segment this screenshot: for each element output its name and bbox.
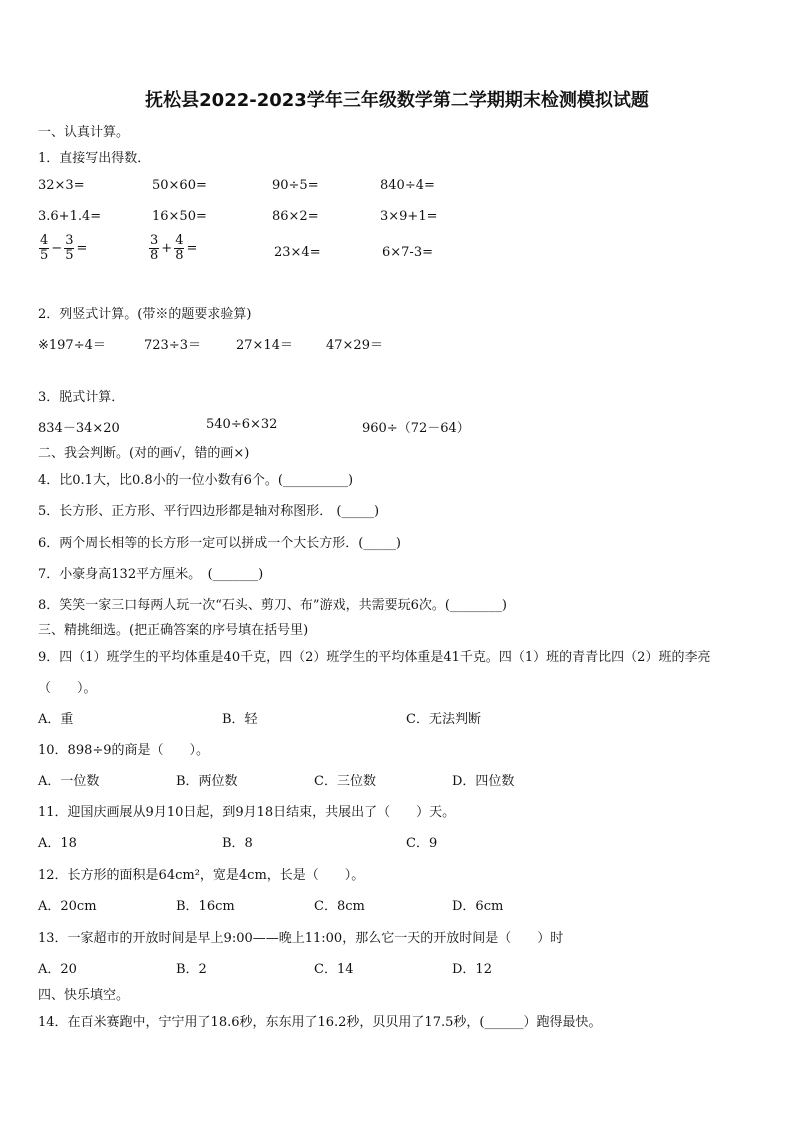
- calc-item: 50×60=: [152, 178, 207, 193]
- calc-item: 23×4=: [274, 245, 321, 260]
- question-4: 4．比0.1大，比0.8小的一位小数有6个。(__________): [38, 473, 354, 488]
- calc-item: 3.6+1.4=: [38, 209, 102, 224]
- question-9-line-2: （ ）。: [38, 681, 97, 696]
- option-c: C．8cm: [314, 899, 365, 914]
- option-d: D．6cm: [452, 899, 504, 914]
- fraction: $\frac{3}{8}$: [150, 233, 159, 263]
- vertical-calc-item: ※197÷4＝: [38, 338, 106, 353]
- question-7: 7．小豪身高132平方厘米。 (_______): [38, 567, 264, 582]
- question-11: 11．迎国庆画展从9月10日起，到9月18日结束，共展出了（ ）天。: [38, 805, 456, 820]
- question-9-line-1: 9．四（1）班学生的平均体重是40千克，四（2）班学生的平均体重是41千克。四（1）班的青青比四（2）班的李亮: [38, 650, 711, 665]
- calc-item: 90÷5=: [272, 178, 319, 193]
- section-1-heading: 一、认真计算。: [38, 125, 130, 140]
- vertical-calc-item: 723÷3＝: [144, 338, 201, 353]
- option-a: A．18: [38, 836, 77, 851]
- section-4-heading: 四、快乐填空。: [38, 988, 130, 1003]
- option-a: A．重: [38, 712, 74, 727]
- question-3-label: 3．脱式计算．: [38, 390, 125, 405]
- option-d: D．四位数: [452, 774, 515, 789]
- option-a: A．20cm: [38, 899, 97, 914]
- calc-item: 32×3=: [38, 178, 85, 193]
- option-b: B．8: [222, 836, 253, 851]
- fraction: $\frac{4}{8}$: [175, 233, 184, 263]
- question-12: 12．长方形的面积是64cm²，宽是4cm，长是（ ）。: [38, 868, 365, 883]
- stepwise-calc-item: 960÷（72－64）: [362, 421, 470, 436]
- question-10: 10．898÷9的商是（ ）。: [38, 743, 210, 758]
- calc-item: 86×2=: [272, 209, 319, 224]
- vertical-calc-item: 47×29＝: [326, 338, 383, 353]
- calc-item: 840÷4=: [380, 178, 435, 193]
- fraction-expression-b: $\frac{3}{8}$ + $\frac{4}{8}$ =: [150, 233, 198, 263]
- calc-item: 16×50=: [152, 209, 207, 224]
- option-b: B．轻: [222, 712, 258, 727]
- vertical-calc-item: 27×14＝: [236, 338, 293, 353]
- option-b: B．两位数: [176, 774, 238, 789]
- question-13: 13．一家超市的开放时间是早上9:00——晚上11:00，那么它一天的开放时间是（ ）时: [38, 931, 564, 946]
- question-1-label: 1．直接写出得数．: [38, 151, 151, 166]
- calc-item: 6×7-3=: [382, 245, 433, 260]
- option-c: C．三位数: [314, 774, 376, 789]
- option-b: B．2: [176, 962, 207, 977]
- question-5: 5．长方形、正方形、平行四边形都是轴对称图形． (_____): [38, 504, 380, 519]
- question-8: 8．笑笑一家三口每两人玩一次“石头、剪刀、布”游戏，共需要玩6次。(________): [38, 598, 507, 613]
- question-14: 14．在百米赛跑中，宁宁用了18.6秒，东东用了16.2秒，贝贝用了17.5秒，(______）跑得最快。: [38, 1015, 602, 1030]
- option-c: C．无法判断: [406, 712, 481, 727]
- question-2-label: 2．列竖式计算。(带※的题要求验算): [38, 307, 252, 322]
- section-2-heading: 二、我会判断。(对的画√，错的画×): [38, 446, 250, 461]
- page-title: 抚松县2022-2023学年三年级数学第二学期期末检测模拟试题: [145, 90, 649, 111]
- stepwise-calc-item: 540÷6×32: [206, 417, 278, 432]
- option-c: C．9: [406, 836, 438, 851]
- fraction-expression-a: $\frac{4}{5}$ − $\frac{3}{5}$ =: [40, 233, 88, 263]
- section-3-heading: 三、精挑细选。(把正确答案的序号填在括号里): [38, 623, 309, 638]
- fraction: $\frac{4}{5}$: [40, 233, 49, 263]
- fraction: $\frac{3}{5}$: [65, 233, 74, 263]
- option-a: A．一位数: [38, 774, 100, 789]
- calc-item: 3×9+1=: [380, 209, 438, 224]
- question-6: 6．两个周长相等的长方形一定可以拼成一个大长方形．(_____): [38, 536, 401, 551]
- option-d: D．12: [452, 962, 492, 977]
- option-c: C．14: [314, 962, 354, 977]
- option-a: A．20: [38, 962, 77, 977]
- option-b: B．16cm: [176, 899, 235, 914]
- stepwise-calc-item: 834－34×20: [38, 421, 120, 436]
